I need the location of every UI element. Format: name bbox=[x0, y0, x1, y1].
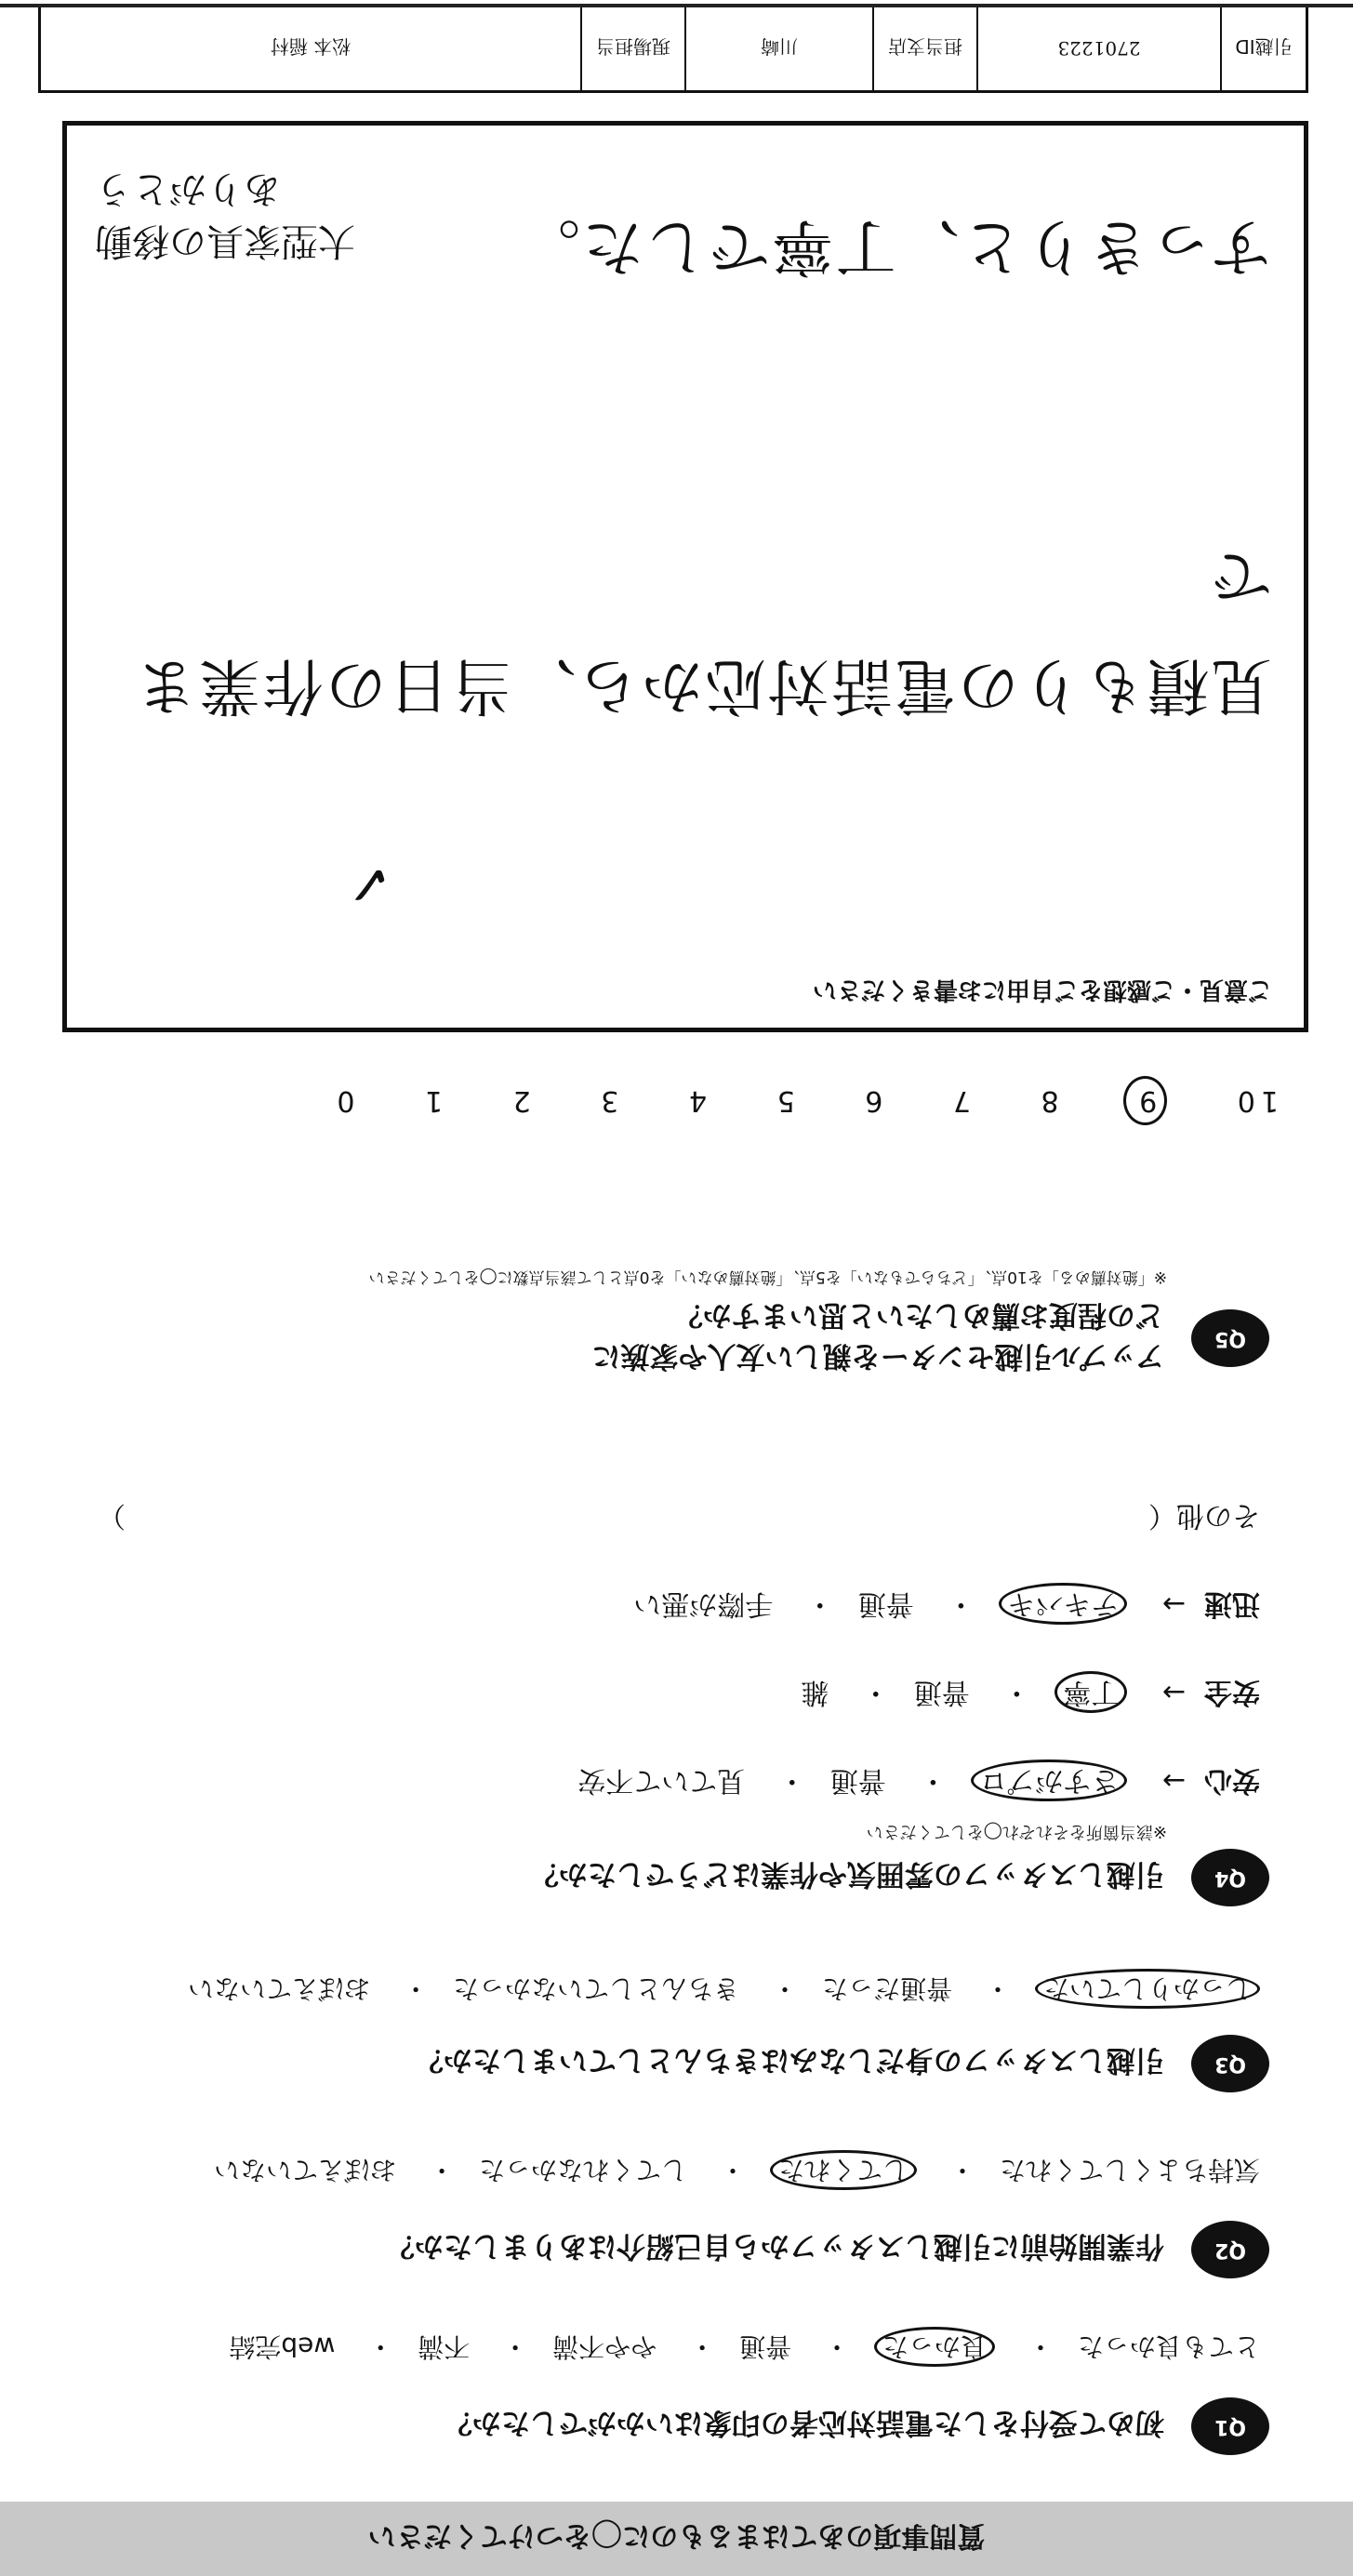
q4-row-3-opt-3[interactable]: 手際が悪い bbox=[633, 1587, 774, 1620]
q2-opt-3[interactable]: してくれなかった bbox=[479, 2155, 688, 2185]
q5-text bbox=[592, 1295, 1164, 1376]
comment-title: ご意見・ご感想をご自由にお書きください bbox=[812, 976, 1272, 1003]
q5-text-line-2: どの程度お薦めしたいと思いますか？ bbox=[673, 1298, 1164, 1332]
q4-row-1-opt-2[interactable]: 普通 bbox=[829, 1764, 886, 1797]
q4-row-2-opt-3[interactable]: 雑 bbox=[801, 1676, 829, 1708]
q1-opt-6[interactable]: web完結 bbox=[229, 2331, 336, 2362]
branch-value: 川崎 bbox=[684, 7, 872, 90]
q1-opt-1[interactable]: とても良かった bbox=[1077, 2331, 1260, 2362]
q1-opt-5[interactable]: 不満 bbox=[418, 2331, 471, 2362]
q1-text: 初めて受付をした電話対応者の印象はいかがでしたか？ bbox=[443, 2406, 1164, 2440]
comment-margin-note bbox=[95, 163, 355, 267]
q4-row-3-opt-1[interactable]: テキパキ bbox=[999, 1583, 1127, 1625]
q1-options: とても良かった・ 良かった・ 普通・ やや不満・ 不満・ web完結 bbox=[229, 2330, 1260, 2367]
score-9[interactable]: 9 bbox=[1123, 1076, 1167, 1125]
q1-badge: Q1 bbox=[1191, 2397, 1269, 2455]
question-1 bbox=[444, 2397, 1269, 2455]
q4-row-3-opt-2[interactable]: 普通 bbox=[857, 1587, 914, 1620]
q3-opt-2[interactable]: 普通だった bbox=[822, 1973, 953, 2004]
comment-line-1: 見積もりの電話対応から、当日の作業まで bbox=[134, 540, 1272, 722]
checkmark-icon: ✓ bbox=[346, 851, 393, 916]
question-4 bbox=[530, 1821, 1269, 1906]
q4-row-1-opt-1[interactable]: さすがプロ bbox=[971, 1759, 1127, 1801]
q5-text-line-1: アップル引越センターを親しい友人や家族に bbox=[591, 1339, 1164, 1373]
q4-row-3-label: 迅速 bbox=[1204, 1587, 1260, 1620]
comment-handwriting bbox=[99, 0, 1272, 960]
page-edge-rule bbox=[0, 4, 1353, 7]
q4-row-anzen: 安全→ 丁寧・ 普通・ 雑 bbox=[801, 1675, 1260, 1716]
move-id-value: 2701223 bbox=[976, 7, 1220, 90]
q2-options: 気持ちよくしてくれた・ してくれた・ してくれなかった・ おぼえていない bbox=[214, 2153, 1260, 2190]
score-1[interactable]: 1 bbox=[419, 1084, 444, 1117]
q2-text: 作業開始前に引越しスタッフから自己紹介はありましたか？ bbox=[385, 2229, 1164, 2264]
q2-opt-4[interactable]: おぼえていない bbox=[214, 2155, 397, 2185]
score-5[interactable]: 5 bbox=[771, 1084, 795, 1117]
q4-other-label: その他（ bbox=[1148, 1499, 1260, 1532]
q4-other-close: ） bbox=[98, 1499, 126, 1532]
comment-line-2: すっきりと、丁寧でした。 bbox=[516, 211, 1272, 283]
q1-opt-4[interactable]: やや不満 bbox=[552, 2331, 657, 2362]
q4-other bbox=[98, 1498, 1260, 1539]
q4-row-2-label: 安全 bbox=[1204, 1676, 1260, 1708]
question-2 bbox=[386, 2221, 1269, 2278]
q4-row-jinsoku: 迅速→ テキパキ・ 普通・ 手際が悪い bbox=[633, 1587, 1260, 1627]
q4-row-2-opt-1[interactable]: 丁寧 bbox=[1055, 1671, 1127, 1713]
q4-row-2-opt-2[interactable]: 普通 bbox=[913, 1676, 970, 1708]
q2-badge: Q2 bbox=[1191, 2221, 1269, 2278]
score-3[interactable]: 3 bbox=[595, 1084, 619, 1117]
branch-label: 担当支店 bbox=[872, 7, 976, 90]
score-6[interactable]: 6 bbox=[859, 1084, 883, 1117]
margin-note-line-1: 大型家具の移動 bbox=[95, 219, 355, 262]
q4-text: 引越しスタッフの雰囲気や作業はどうでしたか？ bbox=[529, 1857, 1164, 1892]
q1-opt-3[interactable]: 普通 bbox=[739, 2331, 792, 2362]
q5-instruction: ※「絶対薦める」を10点、「どちらでもない」を5点、「絶対薦めない」を0点として該当点数に◯をしてください bbox=[368, 1268, 1167, 1286]
q3-options: しっかりしていた・ 普通だった・ きちんとしていなかった・ おぼえていない bbox=[188, 1972, 1260, 2009]
score-10[interactable]: 10 bbox=[1231, 1084, 1279, 1117]
q5-badge: Q5 bbox=[1191, 1309, 1269, 1367]
move-id-label: 引越ID bbox=[1220, 7, 1306, 90]
site-leader-value: 松本 稲村 bbox=[270, 35, 352, 59]
site-leader-label: 現場担当 bbox=[580, 7, 684, 90]
q2-opt-1[interactable]: 気持ちよくしてくれた bbox=[999, 2155, 1260, 2185]
question-3 bbox=[415, 2035, 1269, 2092]
q3-opt-4[interactable]: おぼえていない bbox=[188, 1973, 371, 2004]
q1-opt-2[interactable]: 良かった bbox=[874, 2327, 995, 2367]
question-5 bbox=[369, 1268, 1269, 1376]
score-4[interactable]: 4 bbox=[683, 1084, 708, 1117]
q5-scale bbox=[281, 1076, 1279, 1125]
q4-row-1-opt-3[interactable]: 見ていて不安 bbox=[577, 1764, 746, 1797]
margin-note-line-2: ありがとう bbox=[95, 167, 281, 210]
id-table bbox=[38, 4, 1308, 93]
q3-opt-3[interactable]: きちんとしていなかった bbox=[453, 1973, 740, 2004]
q4-badge: Q4 bbox=[1191, 1849, 1269, 1906]
comment-box[interactable] bbox=[62, 121, 1308, 1032]
q2-opt-2[interactable]: してくれた bbox=[770, 2150, 917, 2190]
instruction-banner: 質問事項のあてはまるものに◯をつけてください bbox=[0, 2502, 1353, 2576]
q4-row-anshin: 安心→ さすがプロ・ 普通・ 見ていて不安 bbox=[577, 1763, 1260, 1804]
score-0[interactable]: 0 bbox=[331, 1084, 355, 1117]
q4-row-1-label: 安心 bbox=[1204, 1764, 1260, 1797]
q3-text: 引越しスタッフの身だしなみはきちんとしていましたか？ bbox=[414, 2043, 1164, 2078]
score-8[interactable]: 8 bbox=[1035, 1084, 1059, 1117]
q4-instruction: ※該当箇所をそれぞれ◯をしてください bbox=[866, 1822, 1167, 1841]
q3-badge: Q3 bbox=[1191, 2035, 1269, 2092]
q3-opt-1[interactable]: しっかりしていた bbox=[1035, 1969, 1260, 2009]
score-2[interactable]: 2 bbox=[507, 1084, 531, 1117]
score-7[interactable]: 7 bbox=[947, 1084, 971, 1117]
